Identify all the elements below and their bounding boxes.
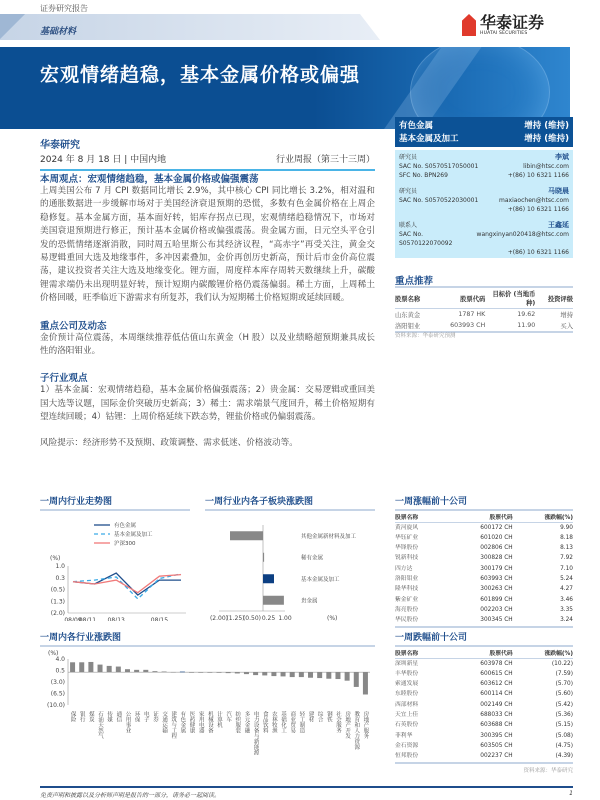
rating-value: 增持 (维持)	[524, 134, 569, 144]
report-date: 2024 年 8 月 18 日 | 中国内地	[40, 155, 167, 165]
disclaimer: 免责声明和披露以及分析师声明是报告的一部分，请务必一起阅读。	[40, 792, 221, 799]
bar	[79, 662, 84, 672]
analyst-contact: +(86) 10 6321 1166	[507, 172, 569, 179]
col-header: 涨跌幅(%)	[513, 647, 573, 659]
bar	[335, 672, 340, 679]
analyst-role: 联系人	[399, 222, 418, 229]
category-label: 房地产服务	[362, 711, 369, 739]
section-heading: 子行业观点	[40, 373, 88, 385]
analyst-entry	[399, 187, 569, 214]
x-tick-label: 08/09	[64, 617, 82, 621]
stock-code: 002149 CH	[480, 701, 513, 708]
stock-name: 天宜上佳	[395, 712, 419, 718]
y-axis-label: (%)	[48, 650, 59, 657]
stock-change: (5.42)	[555, 701, 573, 708]
bar	[271, 672, 276, 676]
category-label: 其他金属新材料及加工	[301, 533, 357, 540]
stock-name: 黄河旋风	[395, 524, 419, 531]
losers-panel	[395, 630, 573, 774]
bar	[70, 662, 75, 672]
losers-heading: 一周跌幅前十公司	[395, 630, 573, 647]
stock-name: 华钰矿业	[395, 534, 419, 541]
table-row	[395, 309, 573, 321]
analyst-contact[interactable]: maxiaochen@htsc.com	[499, 197, 569, 204]
stock-name: 洛阳钼业	[395, 576, 419, 582]
bar	[317, 672, 322, 678]
stock-change: (5.15)	[555, 722, 573, 729]
stock-change: 7.10	[560, 565, 573, 572]
table-cell: 洛阳钼业	[395, 323, 421, 330]
bar-chart	[205, 511, 375, 621]
rating-row	[399, 119, 569, 132]
bar	[116, 667, 121, 673]
category-label: 轻工制造	[298, 711, 305, 733]
chart-subsector	[205, 494, 375, 625]
category-label: 多元金融	[243, 711, 250, 733]
stock-name: 恒邦股份	[395, 752, 444, 763]
report-title: 宏观情绪趋稳，基本金属价格或偏强	[40, 64, 361, 86]
table-row	[395, 721, 573, 731]
analyst-box	[395, 150, 573, 258]
section-body: 1）基本金属：宏观情绪趋稳，基本金属价格偏强震荡；2）贵金属：交易逻辑或重回美国大选等议题，国际金价突破历史新高；3）稀土：需求端景气度回升，稀土价格短期有望连续回暖；4）钴锂：上周价格延续下跌态势，锂盐价格或仍偏弱震荡。	[40, 385, 375, 423]
stock-code: 002203 CH	[480, 606, 513, 613]
bar	[107, 666, 112, 672]
stock-name: 东睦股份	[395, 691, 419, 698]
legend-label: 有色金属	[114, 523, 137, 529]
bar	[152, 671, 157, 672]
y-tick-label: 4.0	[55, 656, 65, 663]
stock-name: 西部材料	[395, 701, 419, 708]
table-row	[395, 320, 573, 331]
report-type-label: 证券研究报告	[40, 4, 88, 13]
table-row	[395, 700, 573, 710]
x-tick-label: (0.50)	[242, 615, 262, 621]
bar	[263, 596, 284, 605]
table-cell: 603993 CH	[450, 322, 486, 329]
category-label: 计算机	[216, 711, 222, 728]
table-row	[395, 690, 573, 700]
stock-change: 9.90	[560, 524, 573, 531]
logo-text-cn: 华泰证券	[480, 12, 545, 32]
category-label: 贵金属	[301, 598, 318, 605]
analyst-entry	[399, 153, 569, 180]
stock-code: 300345 CH	[444, 616, 513, 627]
section-heading: 重点公司及动态	[40, 320, 107, 332]
gainers-table	[395, 511, 573, 628]
col-header: 股票名称	[395, 647, 444, 659]
bar	[263, 553, 264, 562]
x-tick-label: 0.25	[261, 615, 276, 621]
category-label: 纺织服装	[234, 711, 241, 733]
analyst-name: 马晓晨	[548, 187, 569, 195]
footer	[40, 790, 573, 799]
company-logo	[462, 14, 544, 36]
stock-change: 3.24	[513, 616, 573, 627]
stock-name: 华民股份	[395, 616, 444, 627]
bar	[88, 662, 93, 672]
category-label: 商业贸易	[289, 711, 296, 733]
x-tick-label: 08/13	[107, 617, 125, 621]
stock-code: 600114 CH	[480, 691, 513, 698]
table-row	[395, 585, 573, 595]
bar	[290, 672, 295, 677]
x-tick-label: 08/11	[78, 617, 97, 621]
stock-change: 8.18	[560, 534, 573, 541]
category-label: 保险	[69, 711, 76, 722]
bar	[98, 665, 103, 673]
table-cell: 1787 HK	[458, 311, 486, 318]
table-row	[395, 564, 573, 574]
stock-code: 300179 CH	[480, 565, 513, 572]
y-tick-label: (2.0)	[50, 610, 65, 617]
bar	[345, 672, 350, 681]
losers-source: 资料来源：华泰研究	[523, 767, 573, 774]
analyst-id: SFC No. BPN269	[399, 172, 448, 179]
sector-label: 基础材料	[40, 27, 77, 37]
table-row	[395, 659, 573, 670]
table-row	[395, 554, 573, 564]
bar	[162, 671, 167, 672]
analyst-contact: +(86) 10 6321 1166	[507, 206, 569, 213]
category-label: 证券	[151, 711, 158, 722]
category-label: 电子	[142, 711, 149, 722]
bar	[198, 672, 203, 673]
chart-title: 一周行业内各子板块涨跌图	[205, 494, 375, 511]
bar	[235, 672, 240, 673]
category-label: 基本金属及加工	[301, 576, 340, 583]
table-cell: 19.62	[517, 311, 536, 318]
stock-code: 600615 CH	[480, 670, 513, 677]
stock-name: 四方达	[395, 565, 413, 572]
table-row	[395, 752, 573, 763]
y-tick-label: (0.5)	[50, 586, 65, 594]
category-label: 通信	[115, 711, 122, 722]
y-tick-label: 0.5	[55, 667, 65, 675]
table-row	[395, 710, 573, 720]
stock-code: 601020 CH	[480, 534, 513, 541]
stock-change: 4.27	[560, 586, 573, 593]
stock-code: 688033 CH	[480, 712, 513, 718]
x-tick-label: 08/15	[150, 617, 169, 621]
category-label: 基础化工	[280, 711, 287, 733]
category-label: 教育和人力资源	[353, 711, 360, 750]
analyst-name: 王鑫延	[548, 221, 569, 229]
bar	[143, 670, 148, 672]
analyst-contact[interactable]: libin@htsc.com	[523, 163, 569, 170]
stock-name: 石英股份	[395, 722, 419, 729]
stock-name: 紫金矿业	[395, 596, 419, 603]
stock-change: 3.35	[560, 606, 573, 613]
bar-chart	[40, 647, 375, 772]
stock-code: 002806 CH	[480, 545, 513, 552]
table-row	[395, 595, 573, 605]
logo-text-en: HUATAI SECURITIES	[480, 30, 528, 36]
gainers-heading: 一周涨幅前十公司	[395, 494, 573, 511]
bar	[230, 531, 263, 540]
bar	[354, 672, 359, 687]
y-tick-label: (6.5)	[50, 690, 65, 698]
rating-row	[399, 132, 569, 145]
col-header: 股票代码	[444, 647, 513, 659]
stock-name: 菲利华	[395, 732, 413, 739]
y-tick-label: (3.0)	[50, 679, 65, 686]
analyst-id: SAC No. S0570517050001	[399, 163, 479, 170]
category-label: 交通运输	[161, 711, 168, 733]
rating-sector: 有色金属	[399, 121, 434, 131]
category-label: 房地产开发	[344, 711, 351, 739]
recommend-heading: 重点推荐	[395, 276, 434, 287]
y-tick-label: (1.3)	[50, 598, 65, 606]
category-label: 机械设备	[206, 711, 213, 733]
col-header: 投资评级	[535, 288, 573, 309]
bar	[308, 672, 313, 678]
y-tick-label: 1.0	[55, 563, 65, 570]
recommend-table	[395, 286, 573, 333]
col-header: 股票名称	[395, 288, 433, 309]
stock-code: 300263 CH	[480, 586, 513, 593]
category-label: 电力设备与新能源	[252, 711, 259, 755]
category-label: 建筑与工程	[170, 711, 177, 739]
stock-code: 603993 CH	[480, 576, 513, 582]
bar	[253, 672, 258, 675]
date-line	[40, 152, 375, 171]
analyst-entry	[399, 221, 569, 257]
stock-name: 丰华股份	[395, 670, 419, 677]
legend-label: 基本金属及加工	[114, 532, 153, 538]
stock-name: 锐新科技	[395, 555, 419, 562]
bar	[299, 672, 304, 677]
stock-code: 601899 CH	[480, 596, 513, 603]
table-row	[395, 605, 573, 615]
stock-code: 002237 CH	[444, 752, 513, 763]
bar	[217, 672, 222, 673]
section-heading: 本周观点：宏观情绪趋稳，基本金属价格或偏强震荡	[40, 174, 259, 185]
stock-code: 603505 CH	[480, 742, 513, 749]
analyst-contact[interactable]: wangxinyan020418@htsc.com	[476, 231, 569, 238]
header-stripe-accent	[0, 14, 36, 40]
table-row	[395, 616, 573, 627]
stock-code: 603612 CH	[480, 681, 513, 688]
analyst-id: SAC No. S0570122070092	[399, 231, 453, 247]
bar	[326, 672, 331, 679]
col-header: 涨跌幅(%)	[513, 511, 573, 523]
bar	[134, 670, 139, 672]
rating-sector: 基本金属及加工	[399, 134, 459, 144]
table-row	[395, 544, 573, 554]
stock-change: 8.13	[560, 545, 573, 552]
stock-code: 600172 CH	[480, 524, 513, 531]
y-axis-label: (%)	[50, 555, 61, 562]
table-cell: 山东黄金	[395, 312, 421, 319]
stock-change: (5.60)	[555, 691, 573, 698]
bar	[363, 672, 368, 694]
stock-change: (5.70)	[555, 681, 573, 688]
risk-warning: 风险提示：经济形势不及预期、政策调整、需求低迷、价格波动等。	[40, 437, 298, 448]
page-number: 1	[569, 790, 573, 797]
bar	[281, 672, 286, 676]
stock-change: (5.36)	[555, 712, 573, 718]
x-axis-label: (%)	[327, 615, 338, 621]
recommend-source: 资料来源：华泰研究预测	[395, 333, 456, 339]
analyst-name: 李斌	[555, 153, 569, 161]
chart-title: 一周内各行业涨跌图	[40, 630, 375, 647]
stock-name: 海亮股份	[395, 606, 419, 613]
bar	[263, 574, 274, 583]
category-label: 社会服务	[334, 711, 341, 733]
category-label: 食品饮料	[261, 711, 268, 733]
stock-change: 7.92	[560, 555, 573, 562]
table-cell: 11.90	[517, 322, 536, 329]
ratings-box	[395, 117, 573, 147]
analyst-role: 研究员	[399, 154, 418, 161]
stock-change: (4.75)	[555, 742, 573, 749]
main-text	[40, 171, 375, 450]
losers-table	[395, 647, 573, 764]
stock-name: 华锋股份	[395, 545, 419, 552]
col-header: 股票名称	[395, 511, 444, 523]
bar	[262, 672, 267, 675]
category-label: 钢铁	[325, 711, 332, 722]
stock-name: 索通发展	[395, 681, 419, 688]
stock-name: 深圳新星	[395, 660, 419, 667]
category-label: 银行	[78, 711, 85, 722]
bar	[207, 672, 212, 673]
table-row	[395, 533, 573, 543]
category-label: 稀有金属	[301, 555, 324, 562]
stock-change: 3.46	[560, 596, 573, 603]
rating-value: 增持 (维持)	[524, 121, 569, 131]
chart-industry-trend	[40, 494, 190, 625]
col-header: 股票代码	[444, 511, 513, 523]
stock-code: 300828 CH	[480, 555, 513, 562]
section-body: 上周美国公布 7 月 CPI 数据同比增长 2.9%，其中核心 CPI 同比增长 3.2%，相对温和的通胀数据进一步缓解市场对于美国经济衰退预期的恐慌，多数有色金属价格在上周企稳修复。基本金属方面，基本面好转，铝库存拐点已现，宏观情绪趋稳情况下，市场对美国衰退预期进行修正，预计基本金属价格或偏强震荡。贵金属方面，日元空头平仓引发的恐慌情绪逐渐消散，同时周五哈里斯公布其经济议程，“高赤字”再受关注，黄金交易逻辑重回大选及地缘事件，多冲因素叠加，金价再创历史新高，预计后市金价高位震荡，建议投资者关注大选及地缘变化。锂方面，周度样本库存周转天数继续上升，碳酸锂需求端仍未出现明显好转，预计短期内碳酸锂价格仍震荡偏弱。稀土方面，上周稀土价格回暖，旺季临近下游需求有所复苏，我们认为短期稀土价格短期或延续回暖。	[40, 186, 375, 304]
legend-label: 沪深300	[114, 541, 136, 547]
table-row	[395, 523, 573, 534]
table-row	[395, 741, 573, 751]
org-name: 华泰研究	[40, 140, 80, 151]
stock-code: 603688 CH	[480, 722, 513, 729]
table-row	[395, 669, 573, 679]
table-cell: 增持	[560, 312, 573, 319]
x-tick-label: (2.00)	[209, 615, 229, 621]
category-label: 综合	[316, 711, 323, 722]
col-header: 股票代码	[433, 288, 486, 309]
footer-divider	[40, 786, 573, 788]
stock-name: 隆华科技	[395, 586, 419, 593]
category-label: 汽车	[225, 711, 232, 722]
category-label: 医药健康	[188, 711, 195, 733]
table-row	[395, 731, 573, 741]
table-row	[395, 574, 573, 584]
y-tick-label: (10.0)	[46, 702, 65, 709]
stock-change: (7.59)	[555, 670, 573, 677]
analyst-contact: +(86) 10 6321 1166	[507, 249, 569, 256]
stock-change: 5.24	[560, 576, 573, 582]
category-label: 建材	[307, 711, 314, 722]
stock-change: (4.39)	[513, 752, 573, 763]
chart-industries	[40, 630, 375, 776]
category-label: 有色金属	[179, 711, 186, 733]
x-tick-label: (1.25)	[226, 615, 245, 621]
bar	[171, 672, 176, 673]
bar	[189, 672, 194, 673]
category-label: 农林牧渔	[270, 711, 277, 733]
y-tick-label: 0.3	[55, 574, 65, 582]
category-label: 石油天然气	[97, 711, 104, 739]
table-row	[395, 680, 573, 690]
category-label: 家用电器	[197, 711, 204, 733]
line-chart	[40, 511, 190, 621]
stock-code: 300395 CH	[480, 732, 513, 739]
category-label: 煤炭	[87, 711, 94, 722]
category-label: 环保	[133, 711, 140, 722]
analyst-role: 研究员	[399, 188, 418, 195]
bar	[226, 672, 231, 673]
category-label: 公用事业	[124, 711, 131, 733]
table-cell: 买入	[560, 323, 573, 330]
logo-icon	[462, 14, 476, 36]
bar	[180, 672, 185, 673]
chart-title: 一周内行业走势图	[40, 494, 190, 511]
col-header: 目标价 (当地币种)	[485, 288, 535, 309]
category-label: 传媒	[106, 711, 113, 722]
stock-change: (5.08)	[555, 732, 573, 739]
stock-name: 金石资源	[395, 742, 419, 749]
bar	[244, 672, 249, 674]
stock-change: (10.22)	[551, 660, 573, 667]
analyst-id: SAC No. S0570522030001	[399, 197, 479, 204]
stock-code: 603978 CH	[480, 660, 513, 667]
gainers-panel	[395, 494, 573, 628]
bar	[125, 669, 130, 672]
section-body: 金价预计高位震荡，本周继续推荐低估值山东黄金（H 股）以及业绩略超预期兼具成长性的洛阳钼业。	[40, 332, 375, 357]
report-kind: 行业周报（第三十三周）	[275, 155, 375, 165]
x-tick-label: 1.00	[278, 615, 292, 621]
